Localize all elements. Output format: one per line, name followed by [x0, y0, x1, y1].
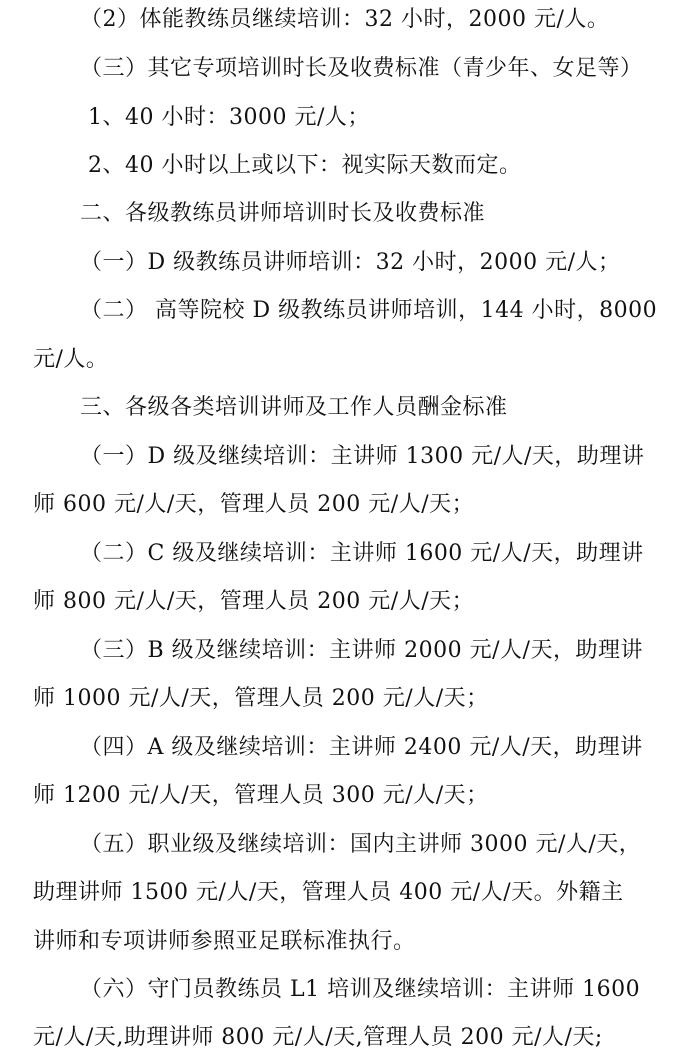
text-line: 师 800 元/人/天，管理人员 200 元/人/天； — [33, 589, 475, 614]
text-line: （六）守门员教练员 L1 培训及继续培训：主讲师 1600 — [80, 977, 641, 1002]
text-line: （二） 高等院校 D 级教练员讲师培训，144 小时，8000 — [80, 298, 658, 323]
text-line: （三）B 级及继续培训：主讲师 2000 元/人/天，助理讲 — [80, 638, 643, 663]
text-line: （一）D 级及继续培训：主讲师 1300 元/人/天，助理讲 — [80, 444, 645, 469]
text-line: 元/人。 — [33, 347, 109, 372]
text-line: 师 600 元/人/天，管理人员 200 元/人/天； — [33, 492, 475, 517]
text-line: 师 1000 元/人/天，管理人员 200 元/人/天； — [33, 686, 489, 711]
text-line: （三）其它专项培训时长及收费标准（青少年、女足等） — [80, 56, 643, 81]
text-line: 助理讲师 1500 元/人/天，管理人员 400 元/人/天。外籍主 — [33, 880, 624, 905]
text-line: 元/人/天,助理讲师 800 元/人/天,管理人员 200 元/人/天; — [33, 1025, 603, 1050]
text-line: （五）职业级及继续培训：国内主讲师 3000 元/人/天， — [80, 832, 642, 857]
text-line: 2、40 小时以上或以下：视实际天数而定。 — [88, 153, 522, 178]
text-line: 讲师和专项讲师参照亚足联标准执行。 — [33, 929, 416, 954]
text-line: （二）C 级及继续培训：主讲师 1600 元/人/天，助理讲 — [80, 541, 644, 566]
text-line: 师 1200 元/人/天，管理人员 300 元/人/天； — [33, 783, 489, 808]
section-heading: 三、各级各类培训讲师及工作人员酬金标准 — [80, 395, 508, 420]
text-line: 1、40 小时：3000 元/人； — [88, 105, 370, 130]
text-line: （四）A 级及继续培训：主讲师 2400 元/人/天，助理讲 — [80, 735, 643, 760]
text-line: （一）D 级教练员讲师培训：32 小时，2000 元/人； — [80, 250, 621, 275]
section-heading: 二、各级教练员讲师培训时长及收费标准 — [80, 201, 486, 226]
text-line: （2）体能教练员继续培训：32 小时，2000 元/人。 — [80, 7, 610, 32]
